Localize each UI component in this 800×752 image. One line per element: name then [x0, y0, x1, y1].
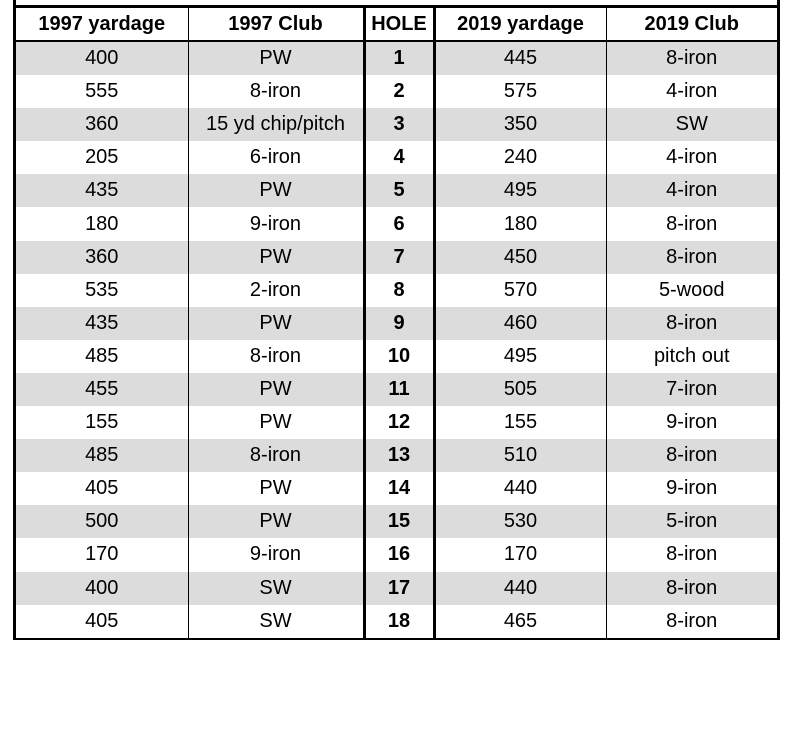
cell-1997-club: 15 yd chip/pitch — [188, 108, 364, 141]
table-row — [16, 41, 777, 75]
header-1997-club: 1997 Club — [188, 8, 364, 41]
cell-2019-yardage: 570 — [434, 274, 606, 307]
header-2019-yardage: 2019 yardage — [434, 8, 606, 41]
cell-1997-club: 8-iron — [188, 75, 364, 108]
cell-2019-club: 8-iron — [606, 439, 777, 472]
cell-1997-yardage: 205 — [16, 141, 188, 174]
cell-hole: 17 — [364, 572, 434, 605]
cell-2019-club: SW — [606, 108, 777, 141]
cell-hole: 8 — [364, 274, 434, 307]
cell-2019-yardage: 575 — [434, 75, 606, 108]
cell-hole: 4 — [364, 141, 434, 174]
cell-hole: 16 — [364, 538, 434, 571]
cell-hole: 7 — [364, 241, 434, 274]
header-row — [16, 8, 777, 41]
cell-2019-club: 8-iron — [606, 241, 777, 274]
table-row — [16, 307, 777, 340]
table-row — [16, 439, 777, 472]
cell-2019-club: 9-iron — [606, 472, 777, 505]
header-2019-club: 2019 Club — [606, 8, 777, 41]
cell-2019-yardage: 505 — [434, 373, 606, 406]
table-row — [16, 75, 777, 108]
header-hole: HOLE — [364, 8, 434, 41]
cell-2019-club: 8-iron — [606, 605, 777, 638]
cell-1997-club: PW — [188, 472, 364, 505]
table-row — [16, 207, 777, 240]
cell-1997-club: PW — [188, 174, 364, 207]
cell-1997-club: SW — [188, 605, 364, 638]
cell-1997-club: PW — [188, 406, 364, 439]
cell-1997-club: PW — [188, 241, 364, 274]
cell-hole: 14 — [364, 472, 434, 505]
cell-1997-club: PW — [188, 505, 364, 538]
table-row — [16, 538, 777, 571]
table-row — [16, 241, 777, 274]
cell-1997-yardage: 405 — [16, 472, 188, 505]
cell-2019-yardage: 440 — [434, 572, 606, 605]
cell-1997-yardage: 405 — [16, 605, 188, 638]
cell-2019-club: 7-iron — [606, 373, 777, 406]
cell-hole: 11 — [364, 373, 434, 406]
cell-1997-yardage: 535 — [16, 274, 188, 307]
cell-2019-club: 5-wood — [606, 274, 777, 307]
cell-hole: 9 — [364, 307, 434, 340]
table-row — [16, 572, 777, 605]
cell-1997-club: PW — [188, 41, 364, 75]
cell-hole: 6 — [364, 207, 434, 240]
cell-1997-yardage: 455 — [16, 373, 188, 406]
cell-2019-yardage: 240 — [434, 141, 606, 174]
cell-2019-club: 4-iron — [606, 174, 777, 207]
cell-2019-yardage: 445 — [434, 41, 606, 75]
table-row — [16, 406, 777, 439]
table-top-border — [16, 0, 777, 8]
cell-1997-yardage: 400 — [16, 572, 188, 605]
cell-hole: 12 — [364, 406, 434, 439]
cell-2019-yardage: 350 — [434, 108, 606, 141]
cell-1997-yardage: 435 — [16, 174, 188, 207]
cell-hole: 2 — [364, 75, 434, 108]
cell-1997-club: 2-iron — [188, 274, 364, 307]
cell-2019-club: 4-iron — [606, 75, 777, 108]
cell-2019-club: 8-iron — [606, 572, 777, 605]
cell-1997-yardage: 155 — [16, 406, 188, 439]
cell-1997-yardage: 360 — [16, 241, 188, 274]
cell-2019-yardage: 495 — [434, 340, 606, 373]
table-row — [16, 141, 777, 174]
cell-hole: 10 — [364, 340, 434, 373]
cell-1997-yardage: 400 — [16, 41, 188, 75]
cell-2019-club: 8-iron — [606, 41, 777, 75]
cell-2019-yardage: 440 — [434, 472, 606, 505]
cell-1997-club: 8-iron — [188, 439, 364, 472]
cell-hole: 3 — [364, 108, 434, 141]
cell-2019-club: 8-iron — [606, 538, 777, 571]
table-body — [16, 41, 777, 638]
cell-1997-yardage: 435 — [16, 307, 188, 340]
cell-2019-yardage: 460 — [434, 307, 606, 340]
cell-2019-club: 4-iron — [606, 141, 777, 174]
cell-1997-club: 8-iron — [188, 340, 364, 373]
yardage-comparison-table — [13, 0, 780, 640]
cell-2019-yardage: 495 — [434, 174, 606, 207]
cell-2019-club: 5-iron — [606, 505, 777, 538]
cell-2019-yardage: 180 — [434, 207, 606, 240]
cell-1997-club: 6-iron — [188, 141, 364, 174]
cell-2019-club: 8-iron — [606, 207, 777, 240]
cell-1997-club: 9-iron — [188, 538, 364, 571]
cell-2019-yardage: 450 — [434, 241, 606, 274]
header-1997-yardage: 1997 yardage — [16, 8, 188, 41]
cell-2019-yardage: 465 — [434, 605, 606, 638]
table-row — [16, 274, 777, 307]
cell-1997-yardage: 180 — [16, 207, 188, 240]
table-row — [16, 505, 777, 538]
cell-2019-yardage: 530 — [434, 505, 606, 538]
cell-2019-club: 8-iron — [606, 307, 777, 340]
cell-hole: 1 — [364, 41, 434, 75]
cell-1997-yardage: 170 — [16, 538, 188, 571]
yardage-table — [16, 8, 777, 638]
cell-1997-club: PW — [188, 373, 364, 406]
cell-1997-yardage: 485 — [16, 439, 188, 472]
cell-1997-club: PW — [188, 307, 364, 340]
cell-1997-yardage: 555 — [16, 75, 188, 108]
cell-1997-club: 9-iron — [188, 207, 364, 240]
cell-1997-yardage: 500 — [16, 505, 188, 538]
cell-1997-yardage: 485 — [16, 340, 188, 373]
table-row — [16, 174, 777, 207]
cell-1997-club: SW — [188, 572, 364, 605]
table-row — [16, 108, 777, 141]
cell-2019-club: 9-iron — [606, 406, 777, 439]
table-row — [16, 605, 777, 638]
cell-hole: 15 — [364, 505, 434, 538]
cell-2019-yardage: 510 — [434, 439, 606, 472]
cell-hole: 5 — [364, 174, 434, 207]
cell-2019-yardage: 155 — [434, 406, 606, 439]
cell-1997-yardage: 360 — [16, 108, 188, 141]
table-row — [16, 373, 777, 406]
table-row — [16, 340, 777, 373]
cell-hole: 13 — [364, 439, 434, 472]
cell-hole: 18 — [364, 605, 434, 638]
table-row — [16, 472, 777, 505]
cell-2019-club: pitch out — [606, 340, 777, 373]
cell-2019-yardage: 170 — [434, 538, 606, 571]
